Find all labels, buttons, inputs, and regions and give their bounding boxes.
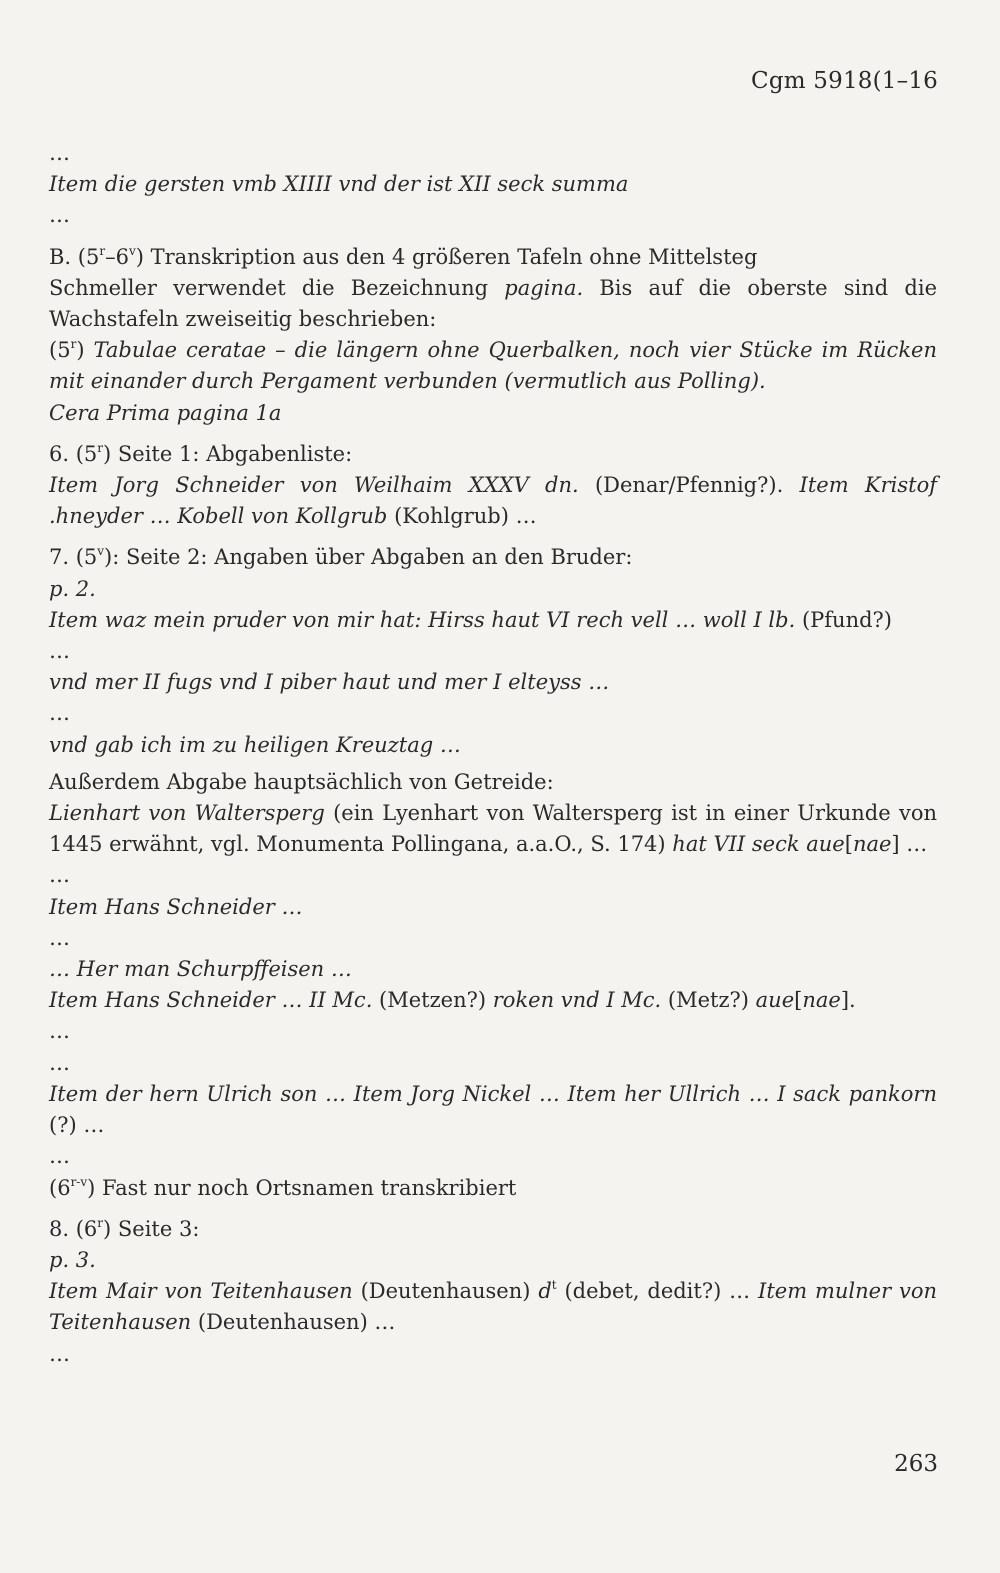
paragraph: Außerdem Abgabe hauptsächlich von Getreide: bbox=[49, 769, 554, 794]
paragraph: Item der hern Ulrich son … Item Jorg Nickel … Item her Ullrich … I sack pankorn (?) … bbox=[49, 1081, 937, 1138]
item-heading-8: 8. (6$^r$) Seite 3: bbox=[49, 1215, 200, 1241]
quote-line: Item Hans Schneider … bbox=[49, 894, 303, 919]
quote-line: vnd gab ich im zu heiligen Kreuztag … bbox=[49, 732, 461, 757]
section-heading-b: B. (5$^r$–6$^v$) Transkription aus den 4 größeren Tafeln ohne Mittelsteg bbox=[49, 243, 758, 269]
ellipsis-line: … bbox=[49, 639, 70, 664]
paragraph: Item Mair von Teitenhausen (Deutenhausen) $d^t$ (debet, dedit?) … Item mulner von Teitenhausen (Deutenhausen) … bbox=[49, 1278, 938, 1335]
paragraph: (6$^{r-v}$) Fast nur noch Ortsnamen transkribiert bbox=[49, 1174, 517, 1200]
transcription-body bbox=[49, 138, 937, 1370]
ellipsis-line: … bbox=[49, 1144, 70, 1169]
quote-line: p. 3. bbox=[49, 1247, 96, 1272]
ellipsis-line: … bbox=[49, 203, 70, 228]
paragraph: Item Jorg Schneider von Weilhaim XXXV dn. (Denar/Pfennig?). Item Kristof .hneyder … Kobell von Kollgrub (Kohlgrub) … bbox=[49, 473, 937, 529]
ellipsis-line: … bbox=[49, 925, 70, 950]
quote-line: Cera Prima pagina 1a bbox=[49, 400, 282, 425]
quote-line: … Her man Schurpffeisen … bbox=[49, 957, 352, 982]
item-heading-7: 7. (5$^v$): Seite 2: Angaben über Abgaben an den Bruder: bbox=[49, 544, 633, 570]
quote-line: Item waz mein pruder von mir hat: Hirss haut VI rech vell … woll I lb. (Pfund?) bbox=[49, 607, 892, 632]
item-heading-6: 6. (5$^r$) Seite 1: Abgabenliste: bbox=[49, 440, 353, 466]
page-number: 263 bbox=[894, 1451, 938, 1477]
ellipsis-line: … bbox=[49, 863, 70, 888]
quote-line: Item die gersten vmb XIIII vnd der ist XII seck summa bbox=[49, 172, 629, 197]
ellipsis-line: … bbox=[49, 1050, 70, 1075]
paragraph: Item Hans Schneider … II Mc. (Metzen?) roken vnd I Mc. (Metz?) aue[nae]. bbox=[49, 988, 856, 1013]
ellipsis-line: … bbox=[49, 1019, 70, 1044]
quote-line: p. 2. bbox=[49, 576, 96, 601]
quote-line: vnd mer II fugs vnd I piber haut und mer I elteyss … bbox=[49, 670, 610, 695]
running-header: Cgm 5918(1–16 bbox=[751, 68, 938, 94]
ellipsis-line: … bbox=[49, 701, 70, 726]
paragraph: (5$^r$) Tabulae ceratae – die längern ohne Querbalken, noch vier Stücke im Rücken mit einander durch Pergament verbunden (vermutlich aus Polling). bbox=[49, 337, 937, 394]
ellipsis-line: … bbox=[49, 141, 70, 165]
ellipsis-line: … bbox=[49, 1341, 70, 1366]
paragraph: Schmeller verwendet die Bezeichnung pagina. Bis auf die oberste sind die Wachstafeln zweiseitig beschrieben: bbox=[49, 275, 937, 332]
paragraph: Lienhart von Waltersperg (ein Lyenhart von Waltersperg ist in einer Urkunde von 1445 erwähnt, vgl. Monumenta Pollingana, a.a.O., S. 174) hat VII seck aue[nae] … bbox=[49, 801, 937, 857]
